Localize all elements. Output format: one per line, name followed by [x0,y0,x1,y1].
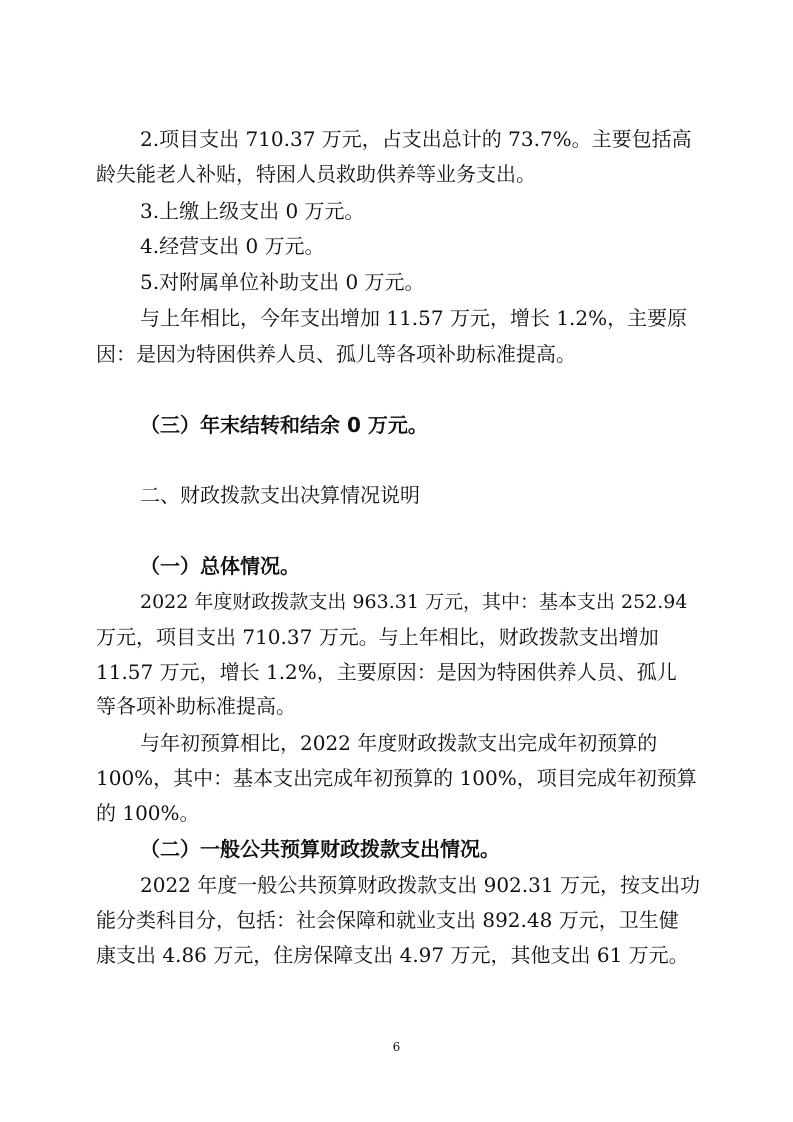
paragraph-compare-line2: 因：是因为特困供养人员、孤儿等各项补助标准提高。 [96,342,576,366]
paragraph-overall-line4: 等各项补助标准提高。 [96,694,296,718]
paragraph-general-line1: 2022 年度一般公共预算财政拨款支出 902.31 万元，按支出功 [140,873,700,897]
paragraph-overall-line1: 2022 年度财政拨款支出 963.31 万元，其中：基本支出 252.94 [140,591,688,613]
paragraph-budget-line3: 的 100%。 [96,801,200,825]
paragraph-budget-line1: 与年初预算相比，2022 年度财政拨款支出完成年初预算的 [140,731,658,755]
paragraph-general-line2: 能分类科目分，包括：社会保障和就业支出 892.48 万元，卫生健 [96,908,679,932]
heading-general-budget: （二）一般公共预算财政拨款支出情况。 [140,837,500,861]
paragraph-overall-line3: 11.57 万元，增长 1.2%，主要原因：是因为特困供养人员、孤儿 [96,660,677,684]
paragraph-budget-line2: 100%，其中：基本支出完成年初预算的 100%，项目完成年初预算 [96,766,697,790]
heading-overall: （一）总体情况。 [140,554,300,578]
heading-section-2: 二、财政拨款支出决算情况说明 [140,483,420,507]
heading-carryover: （三）年末结转和结余 0 万元。 [140,413,428,437]
paragraph-item2-line2: 龄失能老人补贴，特困人员救助供养等业务支出。 [96,162,536,186]
paragraph-compare-line1: 与上年相比，今年支出增加 11.57 万元，增长 1.2%，主要原 [140,306,688,330]
page-number: 6 [392,1040,401,1054]
paragraph-item3: 3.上缴上级支出 0 万元。 [140,199,365,223]
paragraph-item5: 5.对附属单位补助支出 0 万元。 [140,270,425,294]
paragraph-item4: 4.经营支出 0 万元。 [140,234,325,258]
paragraph-item2-line1: 2.项目支出 710.37 万元，占支出总计的 73.7%。主要包括高 [140,127,692,151]
paragraph-overall-line2: 万元，项目支出 710.37 万元。与上年相比，财政拨款支出增加 [96,625,659,649]
paragraph-general-line3: 康支出 4.86 万元，住房保障支出 4.97 万元，其他支出 61 万元。 [96,943,689,967]
